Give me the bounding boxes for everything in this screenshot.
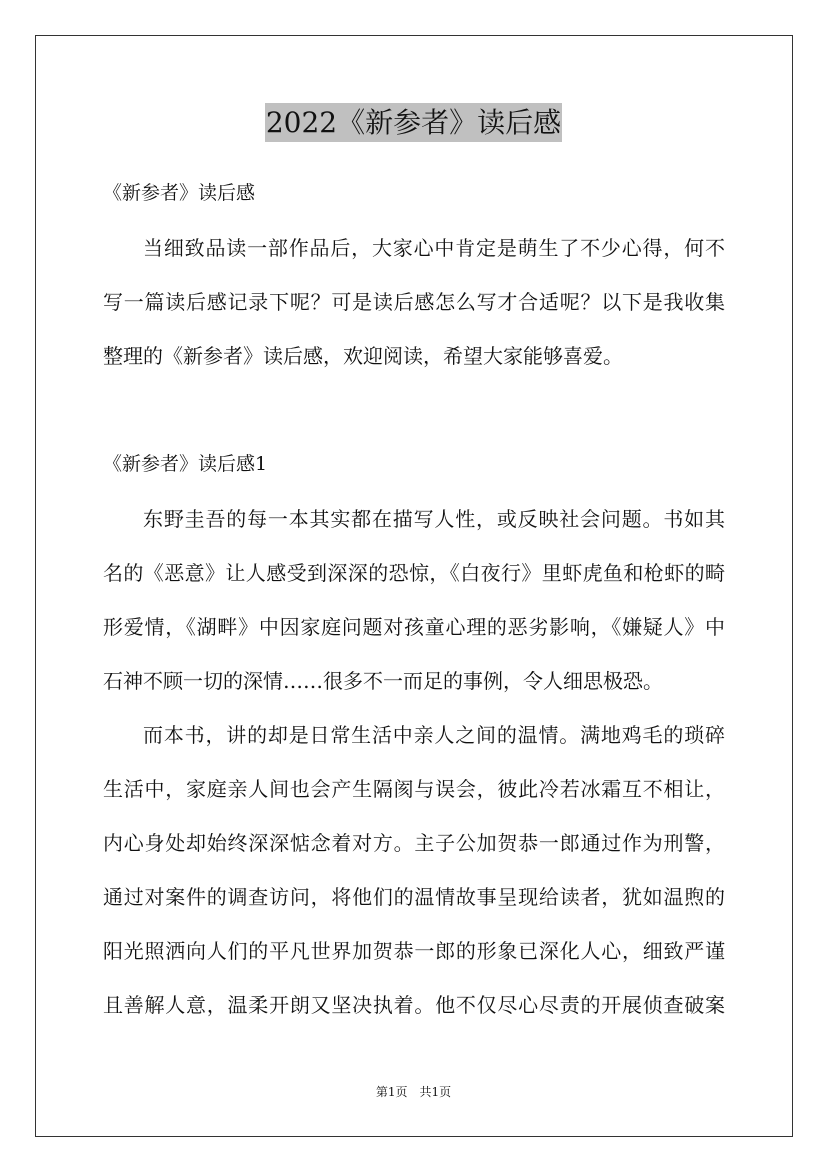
paragraph-line: 形爱情，《湖畔》中因家庭问题对孩童心理的恶劣影响，《嫌疑人》中 bbox=[103, 615, 725, 639]
page-total: 共1页 bbox=[419, 1085, 452, 1099]
document-title: 2022《新参者》读后感 bbox=[265, 103, 562, 142]
section-heading: 《新参者》读后感1 bbox=[103, 453, 268, 475]
body-paragraph bbox=[103, 492, 725, 708]
page-number: 第1页 bbox=[375, 1085, 408, 1099]
paragraph-line: 石神不顾一切的深情……很多不一而足的事例，令人细思极恐。 bbox=[103, 669, 663, 693]
page-footer bbox=[0, 1083, 827, 1101]
paragraph-line: 生活中，家庭亲人间也会产生隔阂与误会，彼此冷若冰霜互不相让， bbox=[103, 777, 725, 801]
body-paragraph bbox=[103, 708, 725, 1032]
paragraph-line: 而本书，讲的却是日常生活中亲人之间的温情。满地鸡毛的琐碎 bbox=[143, 723, 725, 747]
paragraph-line: 写一篇读后感记录下呢？可是读后感怎么写才合适呢？以下是我收集 bbox=[103, 290, 725, 314]
paragraph-line: 内心身处却始终深深惦念着对方。主子公加贺恭一郎通过作为刑警， bbox=[103, 831, 725, 855]
paragraph-line: 当细致品读一部作品后，大家心中肯定是萌生了不少心得，何不 bbox=[143, 236, 725, 260]
paragraph-line: 通过对案件的调查访问，将他们的温情故事呈现给读者，犹如温煦的 bbox=[103, 885, 725, 909]
paragraph-line: 名的《恶意》让人感受到深深的恐惊，《白夜行》里虾虎鱼和枪虾的畸 bbox=[103, 561, 725, 585]
intro-paragraph bbox=[103, 221, 725, 383]
paragraph-line: 阳光照洒向人们的平凡世界加贺恭一郎的形象已深化人心，细致严谨 bbox=[103, 939, 725, 963]
intro-heading: 《新参者》读后感 bbox=[103, 182, 256, 204]
title-container bbox=[0, 103, 827, 142]
paragraph-line: 整理的《新参者》读后感，欢迎阅读，希望大家能够喜爱。 bbox=[103, 344, 623, 368]
paragraph-line: 东野圭吾的每一本其实都在描写人性，或反映社会问题。书如其 bbox=[143, 507, 725, 531]
paragraph-line: 且善解人意，温柔开朗又坚决执着。他不仅尽心尽责的开展侦查破案 bbox=[103, 993, 725, 1017]
